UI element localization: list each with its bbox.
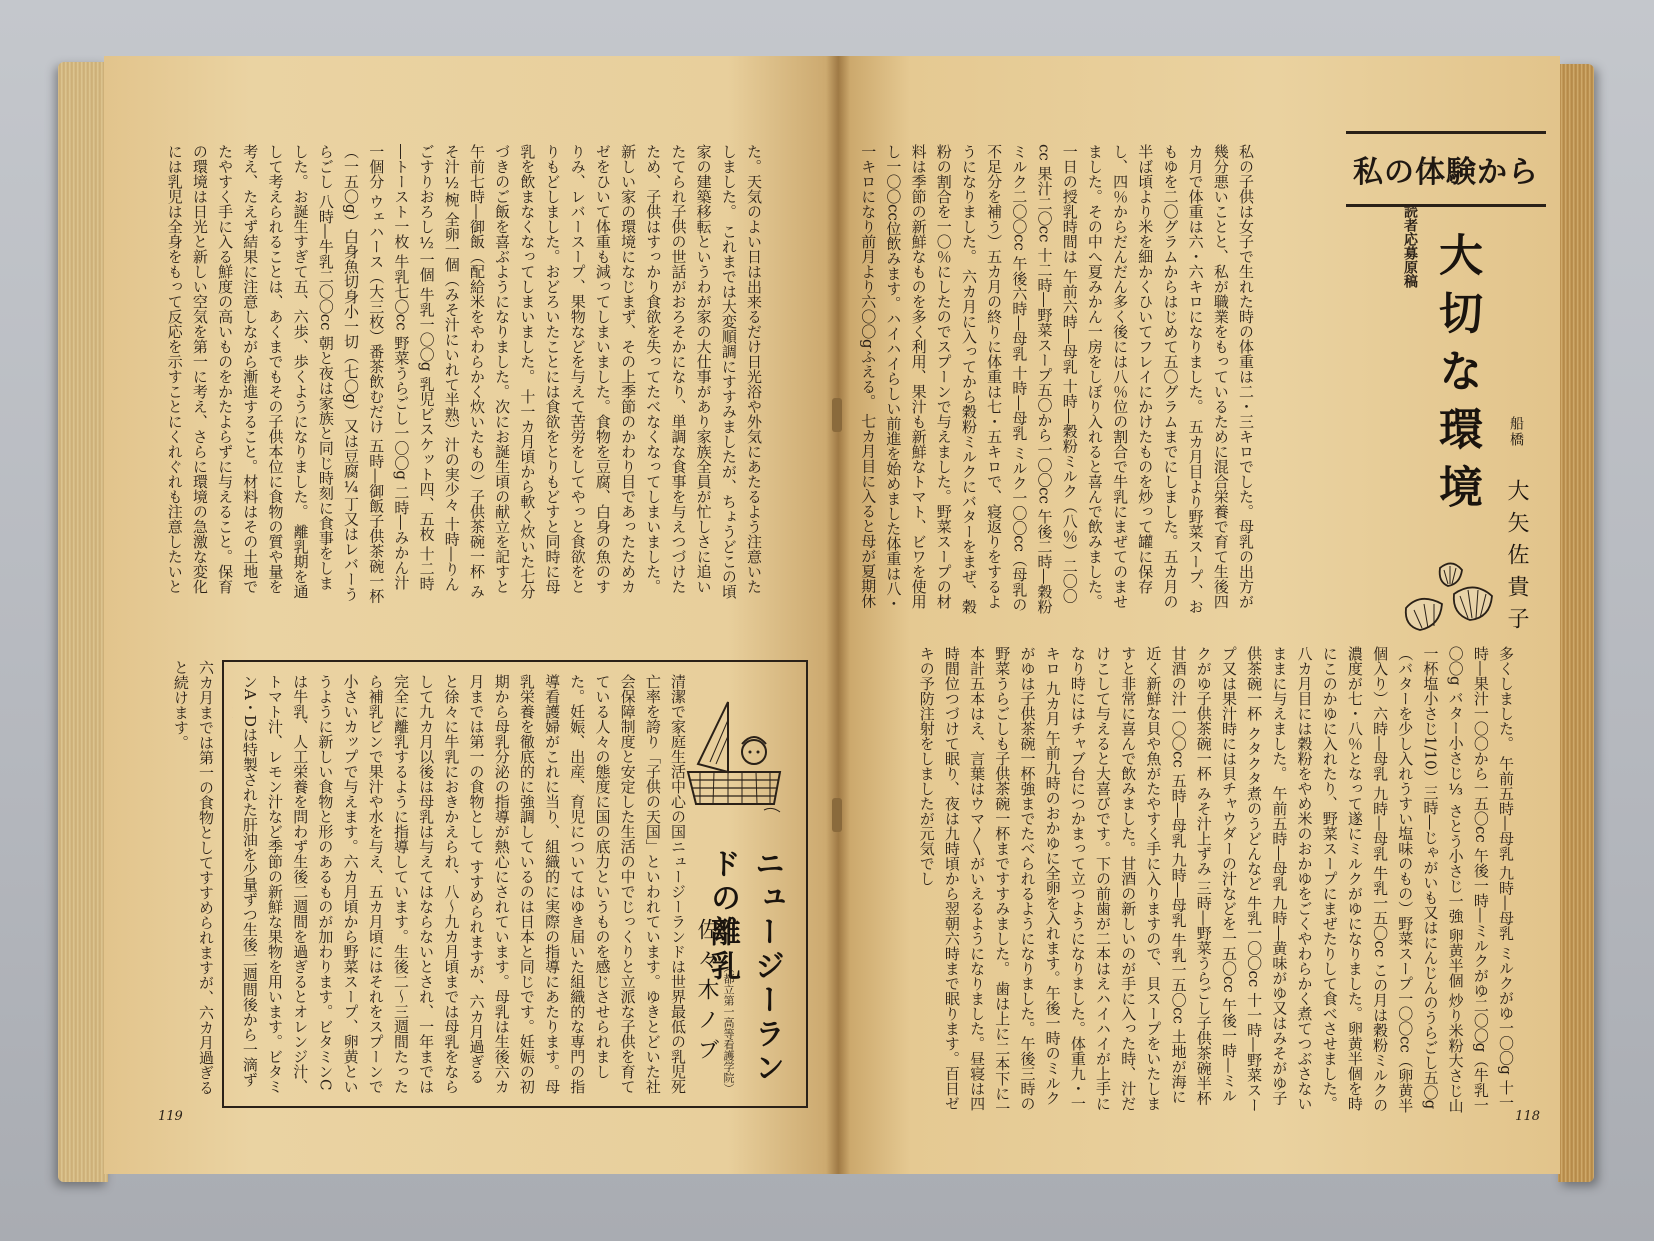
page-number-left: 119	[158, 1109, 183, 1124]
box-body-text: 清潔で家庭生活中心の国ニュージーランドは世界最低の乳児死亡率を誇り「子供の天国」といわれています。ゆきとどいた社会保障制度と安定した生活の中でじっくりと立派な子供を育てている人々の態度に国の底力というものを感じさせられました。妊娠、出産、育児についてはゆき届いた組織的な専門の指導看護婦がこれに当り、組織的に実際の指導にあたります。母乳栄養を徹底的に強調しているのは日本と同じです。妊娠の初期から母乳分泌の指導が熱心にされています。母乳は生後六カ月までは第一の食物として すすめられますが、六カ月過ぎると徐々に牛乳におきかえられ、八〜九カ月頃までは母乳をならして九カ月以後は母乳は与えてはならないとされ、一年までは完全に離乳するように指導しています。生後二〜三週間たったら補乳ビンで果汁や水を与え、五カ月頃にはそれをスプーンで小さいカップで与えます。六カ月頃から野菜スープ、卵黄というように新しい食物と形のあるものが加わります。ビタミンCは牛乳、人工栄養を問わず生後二週間を過ぎるとオレンジ汁、トマト汁、レモン汁など季節の新鮮な果物を用います。ビタミンA・Dは特製された肝油を少量ずつ生後二週間後から一滴ず	[240, 674, 687, 1094]
page-edges-right	[1558, 64, 1594, 1182]
reader-submission-label: 読者応募原稿	[1402, 204, 1418, 288]
binding-staple-bottom	[832, 798, 842, 832]
new-zealand-weaning-box	[222, 660, 808, 1108]
book-gutter	[826, 56, 850, 1174]
author-location: 船橋	[1508, 416, 1524, 448]
column-title: 私の体験から	[1346, 131, 1546, 207]
article-author	[1501, 416, 1532, 639]
page-number-right: 118	[1515, 1109, 1540, 1124]
author-name: 大矢佐貴子	[1504, 479, 1529, 639]
box-continuation-text: 六カ月までは第一の食物としてすすめられますが、六カ月過ぎると続けます。	[171, 660, 215, 1095]
article-continuation-text: た。天気のよい日は出来るだけ日光浴や外気にあたるよう注意いたしました。 これまでは大変順調にすすみましたが、ちょうどこの頃家の建築移転というわが家の大仕事があり家族全員が忙しさに追いたてられ子供の世話がおろそかになり、単調な食事を与えつづけたため、子供はすっかり食欲を失ってたべなくなってしまいました。新しい家の環境になじまず、その上季節のかわり目であったためカゼをひいて体重も減ってしまいました。食物を豆腐、白身の魚のすりみ、レバースープ、果物などを与えて苦労をしてやっと食欲をとりもどしました。おどろいたことには食欲をとりもどすと同時に母乳を飲まなくなってしまいました。 十一カ月頃から軟く炊いた七分づきのご飯を喜ぶようになりました。次にお誕生頃の献立を記すと 午前七時―御飯（配給米をやわらかく炊いたもの）子供茶碗一杯 みそ汁½椀 全卵一個（みそ汁にいれて半熟）汁の実少々 十時―りんごすりおろし½一個 牛乳一〇〇g 乳児ビスケット四、五枚 十二時―トースト一枚 牛乳七〇cc 野菜うらごし一〇〇g 二時―みかん汁一個分 ウェハース（大三枚）番茶飲むだけ 五時―御飯子供茶碗一杯（一五〇g）白身魚切身小一切（七〇g）又は豆腐¼丁又はレバーうらごし 八時―牛乳二〇〇cc 朝と夜は家族と同じ時刻に食事をしました。お誕生すぎて五、六歩、歩くようになりました。 離乳期を通して考えられることは、あくまでもその子供本位に食物の質や量を考え、たえず結果に注意しながら漸進すること。材料はその土地でたやすく手に入る鮮度の高いものをかたよらずに与えること。保育の環境は日光と新しい空気を第一に考え、さらに環境の急激な変化には乳児は全身をもって反応を示すことにくれぐれも注意したいと	[166, 144, 763, 604]
shells-illustration	[1400, 556, 1500, 636]
article-intro-text: 私の子供は女子で生れた時の体重は二・三キロでした。母乳の出方が幾分悪いことと、私が職業をもっているために混合栄養で育て生後四カ月で体重は六・六キロになりました。 五カ月目より野菜スープ、おもゆを二〇グラムからはじめて五〇グラムまでにしました。五カ月の半ば頃より米を細かくひいてフレイにかけたものを炒って罐に保存し、四％からだんだん多く後には八％位の割合で牛乳にまぜてのませました。その中へ夏みかん一房をしぼり入れると喜んで飲みました。一日の授乳時間は 午前六時―母乳 十時―穀粉ミルク（八％）二〇〇cc 果汁二〇cc 十二時―野菜スープ五〇から一〇〇cc 午後二時―穀粉ミルク二〇〇cc 午後六時―母乳 十時―母乳 ミルク一〇〇cc（母乳の不足分を補う）五カ月の終りに体重は七・五キロで、寝返りをするようになりました。 六カ月に入ってから穀粉ミルクにバターをまぜ、穀粉の割合を一〇％にしたのでスプーンで与えました。野菜スープの材料は季節の新鮮なものを多く利用、果汁も新鮮なトマト、ビワを使用し一〇〇cc位飲みます。ハイハイらしい前進を始めました体重は八・一キロになり前月より六〇〇gふえる。 七カ月目に入ると母が夏期休	[859, 144, 1255, 614]
boat-basket-illustration	[680, 680, 788, 820]
page-edges-left	[58, 62, 108, 1182]
box-author-affiliation: （都立第一高等看護学院）	[722, 962, 735, 1094]
box-author: 佐々木ノブ	[694, 918, 719, 1068]
article-title: 大切な環境	[1431, 232, 1482, 522]
article-body-text: 多くしました。 午前五時―母乳 九時―母乳 ミルクがゆ一〇〇g 十一時―果汁一〇〇から一五〇cc 午後一時―ミルクがゆ二〇〇g（牛乳一〇〇g バター小さじ⅓ さとう小さじ一強 卵黄半個 炒り米粉大さじ山一杯塩小さじ1/10）三時―じゃがいも又はにんじんのうらごし五〇g（バターを少し入れうすい塩味のもの）野菜スープ一〇〇cc（卵黄半個入り）六時―母乳 九時―母乳 牛乳一五〇cc この月は穀粉ミルクの濃度が七・八％となって遂にミルクがゆになりました。卵黄半個を時にこのかゆに入れたり、野菜スープにまぜたりして食べさせました。 八カ月目には穀粉をやめ米のおかゆをごくやわらかく煮てつぶさないままに与えました。 午前五時―母乳 九時―黄味がゆ又はみそがゆ子供茶碗一杯 クタクタ煮のうどんなど 牛乳一〇〇cc 十一時―野菜スープ又は果汁時には貝チャウダーの汁などを一五〇cc 午後一時―ミルクがゆ子供茶碗一杯 みそ汁上ずみ 三時―野菜うらごし子供茶碗半杯 甘酒の汁一〇〇cc 五時―母乳 九時―母乳 牛乳一五〇cc 土地が海に近く新鮮な貝や魚がたやすく手に入りますので、貝スープをいたしますと非常に喜んで飲みました。甘酒の新しいのが手に入った時、汁だけこして与えると大喜びです。下の前歯が二本はえハイハイが上手になり時にはチャブ台につかまって立つようになりました。体重九・一キロ 九カ月 午前九時のおかゆに全卵を入れます。午後一時のミルクがゆは子供茶碗一杯強までたべられるようになりました。午後三時の野菜うらごしも子供茶碗一杯まですすみました。 歯は上に二本下に一本計五本はえ、言葉はウマ〳〵がいえるようになりました。昼寝は四時間位つづけて眠り、夜は九時頃から翌朝六時まで眠ります。百日ゼキの予防注射をしましたが元気でし	[917, 646, 1515, 1116]
box-title: ニュージーランドの離乳	[705, 848, 784, 1086]
right-page	[838, 56, 1560, 1174]
open-magazine	[58, 48, 1594, 1190]
binding-staple-top	[832, 398, 842, 432]
left-page	[104, 56, 838, 1174]
